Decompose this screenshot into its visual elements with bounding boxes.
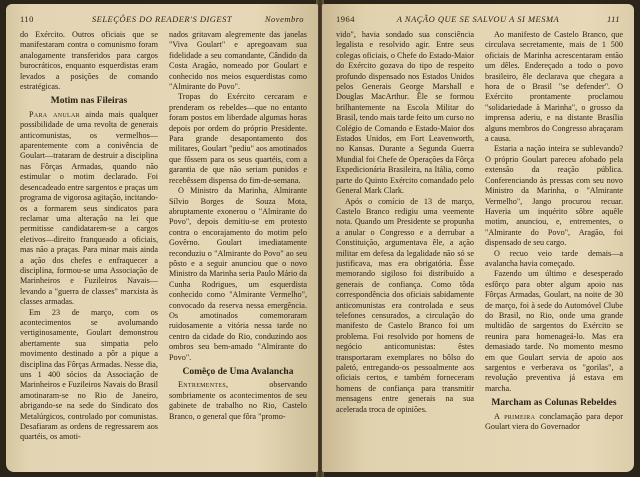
paragraph: [169, 380, 307, 422]
paragraph: Após o comício de 13 de março, Castelo Branco redigiu uma veemente nota. Quando um Presidente se propunha a anular o Congresso e a derrubar a Constituição, argumentava êle, a ação militar em defesa da legalidade não só se justificava, mas era obrigatória. Êsse memorando sigiloso foi distribuído a generais de confiança. Como tôda correspondência dos oficiais sabidamente anticomunistas era controlada e seus telefones censurados, a circulação do manifesto de Castelo Branco foi um problema. Foi resolvido por homens de negócio anticomunistas: êstes transportaram exemplares no bôlso do paletó, entregando-os pessoalmente aos oficiais certos, e também forneceram homens de confiança para transmitir mensagens entre generais na sua acelerada troca de opiniões.: [336, 196, 474, 414]
paragraph: O recuo veio tarde demais—a avalancha havia começado.: [485, 248, 623, 268]
paragraph-text: conclamação para depor Goulart viera do Governador: [485, 411, 623, 432]
paragraph: Tropas do Exército cercaram e prenderam os rebeldes—que no entanto foram postos em liberdade algumas horas depois por ordem do próprio Presidente. Para grande desapontamento dos militares, Goulart "pediu" aos amotinados que fôssem para os seus quartéis, com a garantia de que não seriam punidos e recebêssem dispensa do fim-de-semana.: [169, 92, 307, 185]
paragraph: O Ministro da Marinha, Almirante Sílvio Borges de Souza Mota, abruptamente exonerou o "Almirante do Povo", depois demitiu-se em protesto contra o encorajamento do motim pelo Govêrno. Goulart imediatamente reconduziu o "Almirante do Povo" ao seu pôsto e a seguir anunciou que o novo Ministro da Marinha seria Paulo Mário da Cunha Rodrigues, um esquerdista conhecido como "Almirante Vermelho", convocado da reserva nessa emergência. Os amotinados comemoraram ruidosamente a vitória nessa tarde no centro da cidade do Rio, conduzindo aos ombros seu bem-amado "Almirante do Povo".: [169, 186, 307, 362]
right-running-title: A NAÇÃO QUE SE SALVOU A SI MESMA: [396, 14, 560, 24]
paragraph: vido", havia sondado sua consciência legalista e resolvido agir. Entre seus colegas oficiais, o Chefe do Estado-Maior do Exército gozava do tipo de respeito profundo dispensado nos Estados Unidos pelos Generais George Marshall e Douglas MacArthur. Êle se formou brilhantemente na Escola Militar do Brasil, tendo mais tarde feito um curso no Colégio de Comando e Estado-Maior dos Estados Unidos, em Fort Leavenworth, no Kansas. Durante a Segunda Guerra Mundial foi Chefe de Operações da Fôrça Expedicionária Brasileira, na Itália, como parte do Quinto Exército comandado pelo General Mark Clark.: [336, 30, 474, 196]
paragraph-text: observando sombriamente os acontecimentos de seu gabinete de trabalho no Rio, Castelo Branco, o general que fôra "promo-: [169, 380, 307, 421]
paragraph: Ao manifesto de Castelo Branco, que circulava secretamente, mais de 1 500 oficiais de Marinha acrescentaram então um dêles. Endereçado a todo o povo brasileiro, êle declarava que chegara a hora de o Brasil "se defender". O Exército prontamente proclamou "solidariedade à Marinha", o grosso da imprensa aderiu, e na distante Brasília alguns membros do Congresso abraçaram a causa.: [485, 30, 623, 144]
paragraph: nados gritavam alegremente das janelas "Viva Goulart" e apregoavam sua fidelidade a seu comandante, Cândido da Costa Aragão, nomeado por Goulart e conhecido nos meios esquerdistas como "Almirante do Povo".: [169, 30, 307, 92]
paragraph: Estaria a nação inteira se sublevando? O próprio Goulart pareceu afobado pela extensão da reação pública. Conferenciando às pressas com seu novo Ministro da Marinha, o "Almirante Vermelho", Jango procurou recuar. Haveria um inquérito sôbre aquêle motim, anunciou, e, entrementes, o "Almirante do Povo", Aragão, foi dispensado de seu cargo.: [485, 144, 623, 248]
left-columns: [20, 30, 306, 464]
right-columns: [336, 30, 622, 464]
left-running-title: SELEÇÕES DO READER'S DIGEST: [91, 14, 233, 24]
section-heading: Marcham as Colunas Rebeldes: [491, 398, 617, 409]
right-header: [336, 14, 620, 26]
right-year: 1964: [336, 14, 355, 24]
left-column-1: [20, 30, 158, 464]
lead-in: Entrementes,: [178, 380, 229, 390]
left-column-2: [169, 30, 307, 464]
lead-in: Para anular: [29, 109, 80, 119]
paragraph: [20, 110, 158, 308]
paragraph: Fazendo um último e desesperado esfôrço para obter algum apoio nas Fôrças Armadas, Goulart, na noite de 30 de março, foi à sede do Automóvel Clube do Brasil, no Rio, onde uma grande multidão de sargentos do Exército se reunira para homenageá-lo. Mas era demasiado tarde. No momento mesmo em que Goulart servia de apoio aos sargentos e verberava os "gorilas", a revolução preventiva já estava em marcha.: [485, 269, 623, 393]
right-column-1: [336, 30, 474, 464]
right-page: [322, 4, 634, 472]
paragraph: [485, 412, 623, 433]
left-header: [20, 14, 304, 26]
left-page-number: 110: [20, 14, 34, 24]
paragraph: Em 23 de março, com os acontecimentos se avolumando vertiginosamente, Goulart demonstrou abertamente sua simpatia pelo movimento destinado a pôr a pique a disciplina das Fôrças Armadas. Nesse dia, uns 1 400 sócios da Associação de Marinheiros e Fuzileiros Navais do Brasil amotinaram-se no Rio de Janeiro, abrigando-se na sede do Sindicato dos Metalúrgicos, controlado por comunistas. Desafiaram as ordens de regressarem aos quartéis, os amoti-: [20, 307, 158, 442]
paragraph: do Exército. Outros oficiais que se manifestaram contra o comunismo foram analogamente transferidos para cargos burocráticos, enquanto esquerdistas eram levados a posições de comando estratégicas.: [20, 30, 158, 92]
left-page: [6, 4, 318, 472]
right-page-number: 111: [607, 14, 620, 24]
section-heading: Motim nas Fileiras: [50, 96, 128, 107]
left-month: Novembro: [264, 14, 304, 24]
right-column-2: [485, 30, 623, 464]
paragraph-text: ainda mais qualquer possibilidade de uma revolta de generais anticomunistas, os vermelhos—aparentemente com a conivência de Goulart—trataram de destruir a disciplina nas Fôrças Armadas, quando não estimular o motim declarado. Foi desencadeado entre sargentos e praças um programa de vigorosa agitação, incitando-os a formarem seus sindicatos para reclamar uma alteração na lei que permitisse candidatarem-se a cargos eletivos—direito franqueado a oficiais, mas não a praças. Para minar mais ainda a ação dos chefes e enfraquecer a disciplina, formou-se uma Associação de Marinheiros e Fuzileiros Navais—levando a "guerra de classes" marxista às classes armadas.: [20, 109, 158, 307]
lead-in: A primeira: [494, 411, 536, 421]
section-heading: Comêço de Uma Avalancha: [182, 367, 294, 377]
